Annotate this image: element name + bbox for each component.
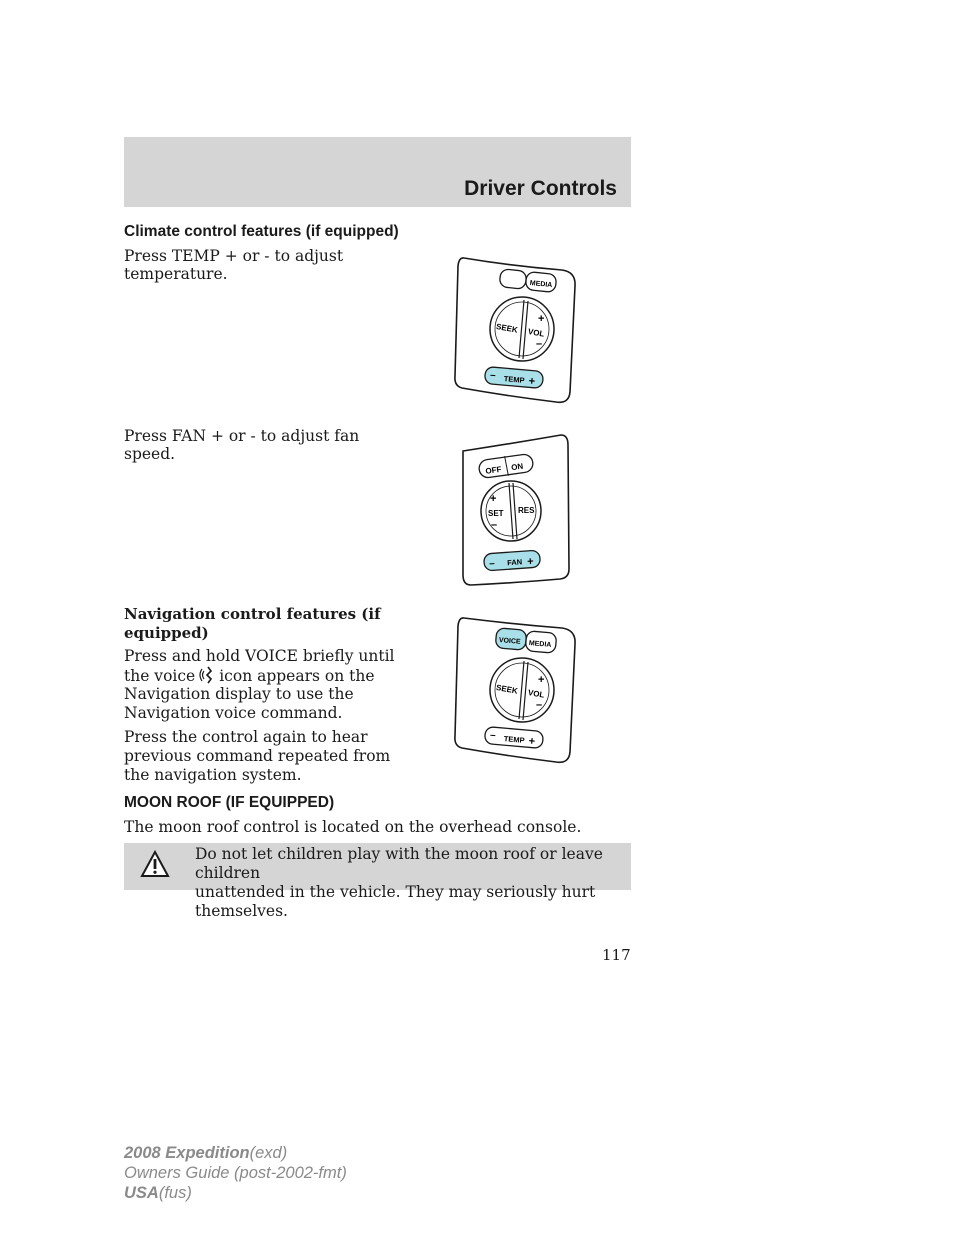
moonroof-text: The moon roof control is located on the overhead console. — [124, 818, 582, 836]
res-label: RES — [518, 506, 535, 515]
svg-text:–: – — [489, 729, 497, 742]
svg-text:–: – — [536, 699, 543, 711]
svg-text:–: – — [488, 558, 496, 570]
on-label: ON — [510, 461, 524, 473]
svg-text:+: + — [490, 493, 497, 505]
footer-market-code: (fus) — [158, 1184, 192, 1202]
nav-p1-line4: Navigation voice command. — [124, 704, 343, 722]
svg-text:+: + — [528, 375, 536, 388]
fan-text-line2: speed. — [124, 445, 176, 463]
seek-label-1: SEEK — [495, 322, 519, 335]
temp-control-illustration — [452, 252, 582, 411]
warning-box — [124, 843, 631, 920]
temp-text-line1: Press TEMP + or - to adjust — [124, 247, 344, 265]
svg-text:–: – — [491, 519, 498, 531]
svg-text:+: + — [538, 313, 545, 325]
nav-heading-line2: equipped) — [124, 624, 209, 642]
nav-heading-line1: Navigation control features (if — [124, 605, 381, 623]
nav-p1-line2-end: icon appears on the — [219, 667, 375, 685]
section-header-bar — [124, 137, 631, 207]
warning-line1: Do not let children play with the moon roof or leave children — [195, 845, 603, 882]
warning-triangle-icon — [140, 850, 170, 882]
off-label: OFF — [484, 464, 503, 476]
footer-line3 — [124, 1183, 347, 1203]
voice-control-illustration — [452, 612, 582, 771]
footer-market: USA — [124, 1184, 159, 1202]
seek-label-3: SEEK — [495, 683, 519, 696]
vol-label-1: VOL — [527, 327, 545, 339]
footer-line1 — [124, 1143, 347, 1163]
nav-p2-line1: Press the control again to hear — [124, 728, 368, 746]
svg-text:–: – — [536, 338, 543, 350]
svg-text:+: + — [528, 735, 536, 748]
temp-text-line2: temperature. — [124, 265, 228, 283]
svg-text:+: + — [538, 674, 545, 686]
nav-p2-line3: the navigation system. — [124, 766, 302, 784]
svg-text:+: + — [526, 555, 535, 568]
fan-control-illustration — [455, 433, 575, 592]
warning-text — [195, 845, 631, 921]
voice-label: VOICE — [498, 636, 521, 646]
footer-model: 2008 Expedition — [124, 1144, 250, 1162]
vol-label-3: VOL — [527, 688, 545, 700]
warning-line2: unattended in the vehicle. They may seriously hurt themselves. — [195, 883, 596, 920]
moonroof-heading: MOON ROOF (IF EQUIPPED) — [124, 794, 335, 811]
footer-model-code: (exd) — [249, 1144, 288, 1162]
footer — [124, 1143, 347, 1203]
footer-line2: Owners Guide (post-2002-fmt) — [124, 1164, 347, 1182]
nav-p1-line3: Navigation display to use the — [124, 685, 354, 703]
media-label-1: MEDIA — [529, 279, 553, 290]
media-label-3: MEDIA — [528, 639, 552, 649]
set-label: SET — [488, 509, 504, 518]
fan-text-line1: Press FAN + or - to adjust fan — [124, 427, 360, 445]
nav-p2-line2: previous command repeated from — [124, 747, 391, 765]
temp-label-3: TEMP — [503, 734, 525, 745]
section-title: Driver Controls — [464, 177, 617, 200]
nav-p1-line1: Press and hold VOICE briefly until — [124, 647, 395, 665]
temp-label-1: TEMP — [503, 374, 525, 385]
nav-p1-line2-start: the voice — [124, 667, 196, 685]
fan-label: FAN — [506, 557, 523, 568]
svg-text:–: – — [489, 369, 497, 382]
climate-heading: Climate control features (if equipped) — [124, 223, 399, 240]
page-number: 117 — [602, 946, 631, 964]
